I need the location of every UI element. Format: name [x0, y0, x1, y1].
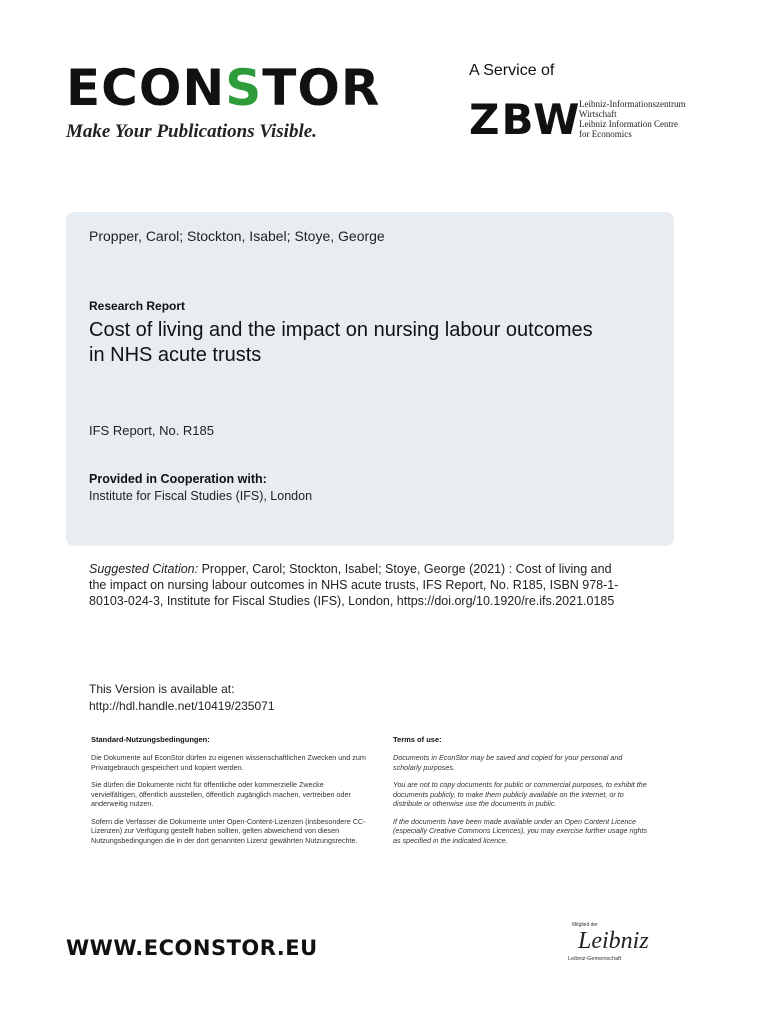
document-title: Cost of living and the impact on nursing labour outcomes in NHS acute trusts [89, 319, 593, 366]
terms-en-heading: Terms of use: [393, 735, 442, 744]
version-info [89, 681, 275, 715]
econstor-logo [66, 59, 381, 117]
terms-paragraph: If the documents have been made available under an Open Content Licence (especially Creative Commons Licences), you may exercise further usage rights as specified in the indicated licence. [393, 816, 648, 845]
terms-paragraph: Documents in EconStor may be saved and copied for your personal and scholarly purposes. [393, 753, 623, 772]
series: IFS Report, No. R185 [89, 423, 214, 438]
zbw-line: Leibniz Information Centre [579, 119, 678, 129]
leibniz-logo [566, 922, 649, 970]
version-label: This Version is available at: [89, 682, 235, 696]
terms-paragraph: You are not to copy documents for public or commercial purposes, to exhibit the documents publicly, to make them publicly available on the internet, or to distribute or otherwise use the documents in public. [393, 780, 647, 808]
zbw-line: for Economics [579, 129, 632, 139]
suggested-citation [89, 561, 619, 609]
econstor-url[interactable]: WWW.ECONSTOR.EU [66, 936, 318, 960]
logo-s: S [225, 59, 263, 117]
terms-paragraph: Sie dürfen die Dokumente nicht für öffentliche oder kommerzielle Zwecke vervielfältigen, öffentlich ausstellen, öffentlich zugänglich machen, vertreiben oder anderweitig nutzen. [91, 780, 351, 808]
leibniz-gemeinschaft-label: Leibniz-Gemeinschaft [568, 956, 622, 962]
terms-german [91, 735, 371, 853]
tagline: Make Your Publications Visible. [66, 121, 317, 142]
terms-paragraph: Sofern die Verfasser die Dokumente unter Open-Content-Lizenzen (insbesondere CC-Lizenzen) zur Verfügung gestellt haben sollten, gelten abweichend von diesen Nutzungsbedingungen die in der dort genannten Lizenz gewährten Nutzungsrechte. [91, 816, 366, 845]
zbw-line: Leibniz-Informationszentrum [579, 99, 686, 109]
document-type: Research Report [89, 299, 186, 313]
zbw-description [579, 99, 685, 139]
terms-paragraph: Die Dokumente auf EconStor dürfen zu eigenen wissenschaftlichen Zwecken und zum Privatgebrauch gespeichert und kopiert werden. [91, 753, 366, 772]
logo-tor: TOR [262, 59, 381, 117]
service-label: A Service of [469, 62, 555, 79]
cooperation-institution: Institute for Fiscal Studies (IFS), London [89, 489, 313, 503]
cooperation-heading: Provided in Cooperation with: [89, 472, 267, 486]
zbw-logo: ZBW [469, 95, 582, 144]
leibniz-member-label: Mitglied der [572, 922, 598, 928]
terms-english [393, 735, 648, 853]
terms-de-heading: Standard-Nutzungsbedingungen: [91, 735, 210, 744]
citation-label: Suggested Citation: [89, 562, 199, 576]
handle-link[interactable]: http://hdl.handle.net/10419/235071 [89, 699, 275, 713]
citation-text: Propper, Carol; Stockton, Isabel; Stoye, George (2021) : Cost of living and the impact on nursing labour outcomes in NHS acute trusts, IFS Report, No. R185, ISBN 978-1-80103-024-3, Institute for Fiscal Studies (IFS), London, https://doi.org/10.1920/re.ifs.2021.0185 [89, 562, 619, 608]
leibniz-signature: Leibniz [578, 928, 649, 954]
logo-econ: ECON [66, 59, 226, 117]
authors: Propper, Carol; Stockton, Isabel; Stoye, George [89, 228, 385, 244]
zbw-line: Wirtschaft [579, 109, 617, 119]
